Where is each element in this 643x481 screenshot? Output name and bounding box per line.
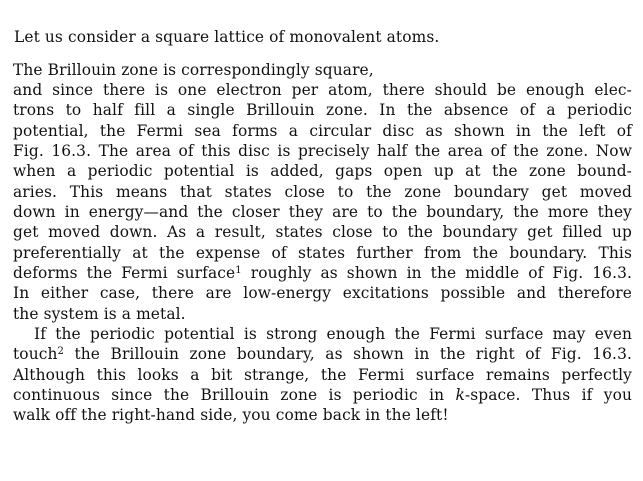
paragraph-line: Fig. 16.3. The area of this disc is precisely half the area of the zone. Now xyxy=(13,142,632,160)
paragraph-line: down in energy—and the closer they are to the boundary, the more they xyxy=(13,203,632,221)
paragraph-line: get moved down. As a result, states close to the boundary get filled up xyxy=(13,223,632,241)
footnote-marker: 2 xyxy=(57,346,64,357)
paragraph-line: potential, the Fermi sea forms a circular disc as shown in the left of xyxy=(13,122,632,140)
line-text: the Brillouin zone boundary, as shown in the right of Fig. 16.3. xyxy=(63,345,632,363)
paragraph-line: In either case, there are low-energy excitations possible and therefore xyxy=(13,284,632,302)
paragraph-line: walk off the right-hand side, you come back in the left! xyxy=(13,406,449,424)
paragraph-line: aries. This means that states close to the zone boundary get moved xyxy=(13,183,632,201)
paragraph-line: trons to half fill a single Brillouin zone. In the absence of a periodic xyxy=(13,101,632,119)
paragraph-line: the system is a metal. xyxy=(13,305,186,323)
line-text: touch xyxy=(13,345,58,363)
paragraph-line xyxy=(13,263,632,283)
line-text: continuous since the Brillouin zone is periodic in xyxy=(13,386,456,404)
footnote-marker: 1 xyxy=(235,265,242,276)
paragraph-line: If the periodic potential is strong enough the Fermi surface may even xyxy=(34,325,632,343)
intro-line: Let us consider a square lattice of monovalent atoms. xyxy=(14,28,440,46)
paragraph-line: when a periodic potential is added, gaps open up at the zone bound- xyxy=(13,162,632,180)
paragraph-line: preferentially at the expense of states further from the boundary. This xyxy=(13,244,632,262)
paragraph-line xyxy=(13,344,632,364)
line-text: roughly as shown in the middle of Fig. 16.3. xyxy=(241,264,633,282)
line-text: deforms the Fermi surface xyxy=(13,264,236,282)
paragraph-line: The Brillouin zone is correspondingly square, xyxy=(13,61,374,79)
paragraph-line: Although this looks a bit strange, the Fermi surface remains perfectly xyxy=(13,366,632,384)
line-text: -space. Thus if you xyxy=(464,386,632,404)
paragraph-line: and since there is one electron per atom, there should be enough elec- xyxy=(13,81,632,99)
paragraph-line xyxy=(13,385,632,405)
k-symbol: k xyxy=(455,386,465,404)
